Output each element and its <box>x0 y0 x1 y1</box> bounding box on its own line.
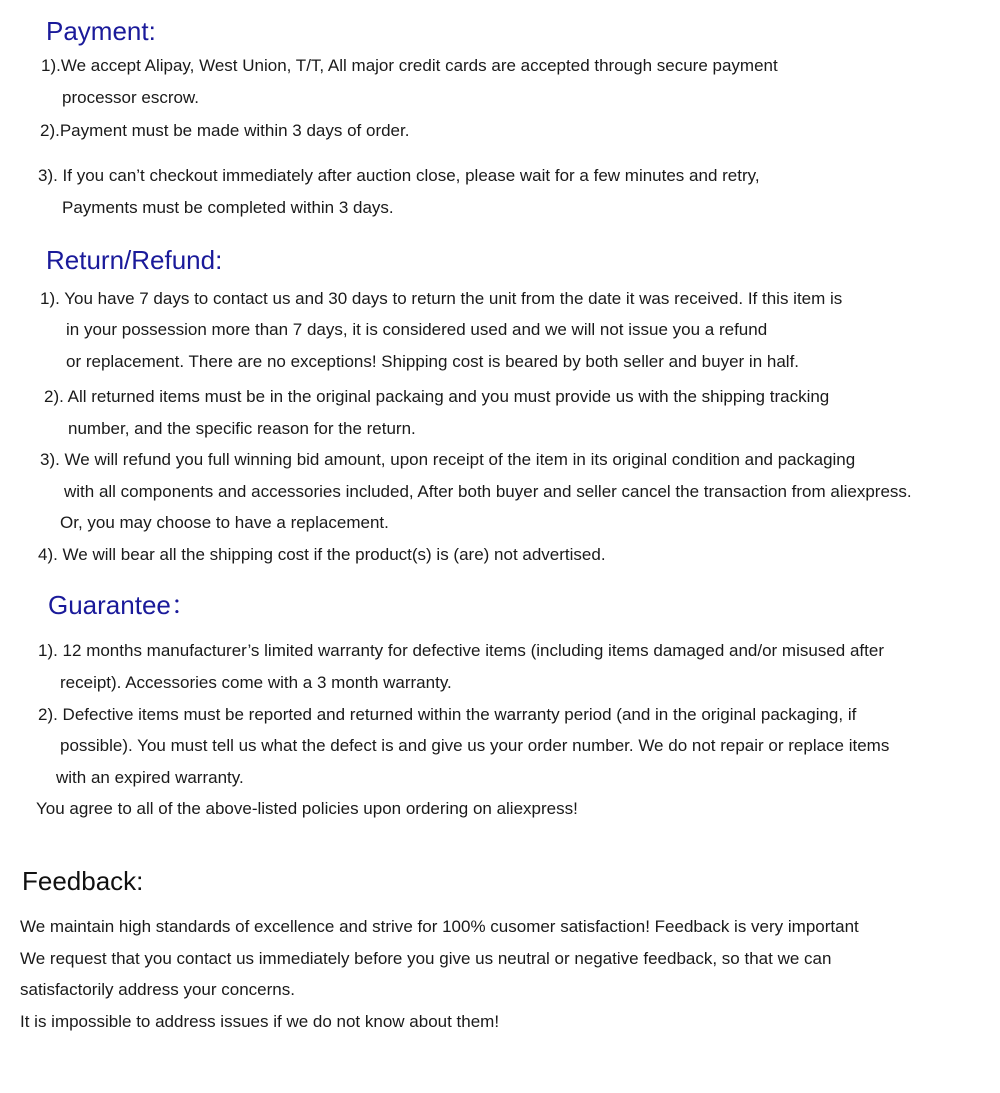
payment-line-1: 1).We accept Alipay, West Union, T/T, All major credit cards are accepted through secure payment <box>41 56 778 75</box>
payment-line-2: processor escrow. <box>62 88 199 107</box>
guarantee-line-6: You agree to all of the above-listed policies upon ordering on aliexpress! <box>36 799 578 818</box>
payment-line-4: 3). If you can’t checkout immediately after auction close, please wait for a few minutes and retry, <box>38 166 760 185</box>
return-line-1: 1). You have 7 days to contact us and 30 days to return the unit from the date it was received. If this item is <box>40 289 843 308</box>
payment-line-3: 2).Payment must be made within 3 days of order. <box>40 121 410 140</box>
feedback-line-3: satisfactorily address your concerns. <box>20 980 295 999</box>
payment-line-5: Payments must be completed within 3 days. <box>62 198 394 217</box>
guarantee-line-2: receipt). Accessories come with a 3 month warranty. <box>60 673 452 692</box>
guarantee-heading: Guarantee： <box>48 590 197 620</box>
guarantee-line-4: possible). You must tell us what the defect is and give us your order number. We do not repair or replace items <box>60 736 890 755</box>
return-line-5: number, and the specific reason for the return. <box>68 419 416 438</box>
return-line-4: 2). All returned items must be in the original packaing and you must provide us with the shipping tracking <box>44 387 830 406</box>
feedback-line-2: We request that you contact us immediately before you give us neutral or negative feedback, so that we can <box>20 949 832 968</box>
return-line-2: in your possession more than 7 days, it is considered used and we will not issue you a refund <box>66 320 768 339</box>
return-line-9: 4). We will bear all the shipping cost if the product(s) is (are) not advertised. <box>38 545 606 564</box>
feedback-line-1: We maintain high standards of excellence and strive for 100% cusomer satisfaction! Feedback is very important <box>20 917 859 936</box>
payment-heading: Payment: <box>46 16 156 46</box>
guarantee-line-3: 2). Defective items must be reported and returned within the warranty period (and in the original packaging, if <box>38 705 857 724</box>
return-line-8: Or, you may choose to have a replacement. <box>60 513 389 532</box>
return-line-6: 3). We will refund you full winning bid amount, upon receipt of the item in its original condition and packaging <box>40 450 856 469</box>
return-refund-heading: Return/Refund: <box>46 245 223 275</box>
feedback-heading: Feedback: <box>22 866 144 896</box>
return-line-3: or replacement. There are no exceptions! Shipping cost is beared by both seller and buyer in half. <box>66 352 800 371</box>
return-line-7: with all components and accessories included, After both buyer and seller cancel the transaction from aliexpress. <box>64 482 912 501</box>
feedback-line-4: It is impossible to address issues if we do not know about them! <box>20 1012 500 1031</box>
guarantee-line-5: with an expired warranty. <box>56 768 244 787</box>
guarantee-line-1: 1). 12 months manufacturer’s limited warranty for defective items (including items damaged and/or misused after <box>38 641 884 660</box>
